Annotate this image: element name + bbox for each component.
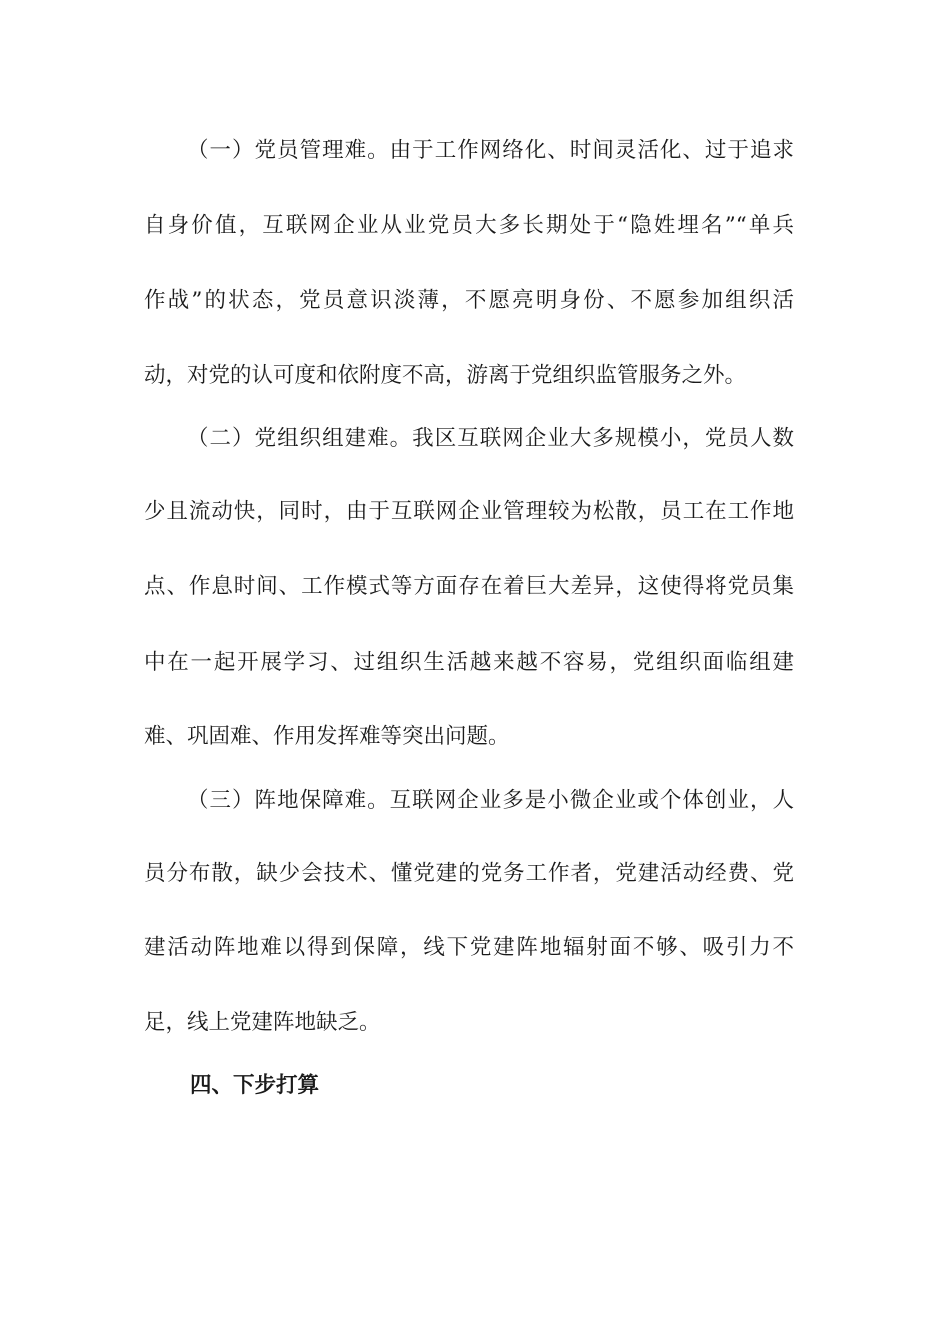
paragraph-1-line-3: 作战”的状态，党员意识淡薄，不愿亮明身份、不愿参加组织活 <box>144 288 794 313</box>
paragraph-1-line-1: （一）党员管理难。由于工作网络化、时间灵活化、过于追求 <box>187 138 794 163</box>
paragraph-3-line-2: 员分布散，缺少会技术、懂党建的党务工作者，党建活动经费、党 <box>144 861 794 886</box>
paragraph-2-line-1: （二）党组织组建难。我区互联网企业大多规模小，党员人数 <box>187 426 794 451</box>
paragraph-3-line-3: 建活动阵地难以得到保障，线下党建阵地辐射面不够、吸引力不 <box>144 935 794 960</box>
paragraph-1-line-4: 动，对党的认可度和依附度不高，游离于党组织监管服务之外。 <box>144 363 747 388</box>
paragraph-3-line-1: （三）阵地保障难。互联网企业多是小微企业或个体创业，人 <box>187 788 794 813</box>
paragraph-1-line-2: 自身价值，互联网企业从业党员大多长期处于“隐姓埋名”“单兵 <box>144 213 794 238</box>
paragraph-2-line-3: 点、作息时间、工作模式等方面存在着巨大差异，这使得将党员集 <box>144 574 794 599</box>
section-heading: 四、下步打算 <box>190 1073 320 1098</box>
paragraph-2-line-4: 中在一起开展学习、过组织生活越来越不容易，党组织面临组建 <box>144 650 794 675</box>
paragraph-2-line-2: 少且流动快，同时，由于互联网企业管理较为松散，员工在工作地 <box>144 499 794 524</box>
paragraph-3-line-4: 足，线上党建阵地缺乏。 <box>144 1010 381 1035</box>
paragraph-2-line-5: 难、巩固难、作用发挥难等突出问题。 <box>144 724 510 749</box>
